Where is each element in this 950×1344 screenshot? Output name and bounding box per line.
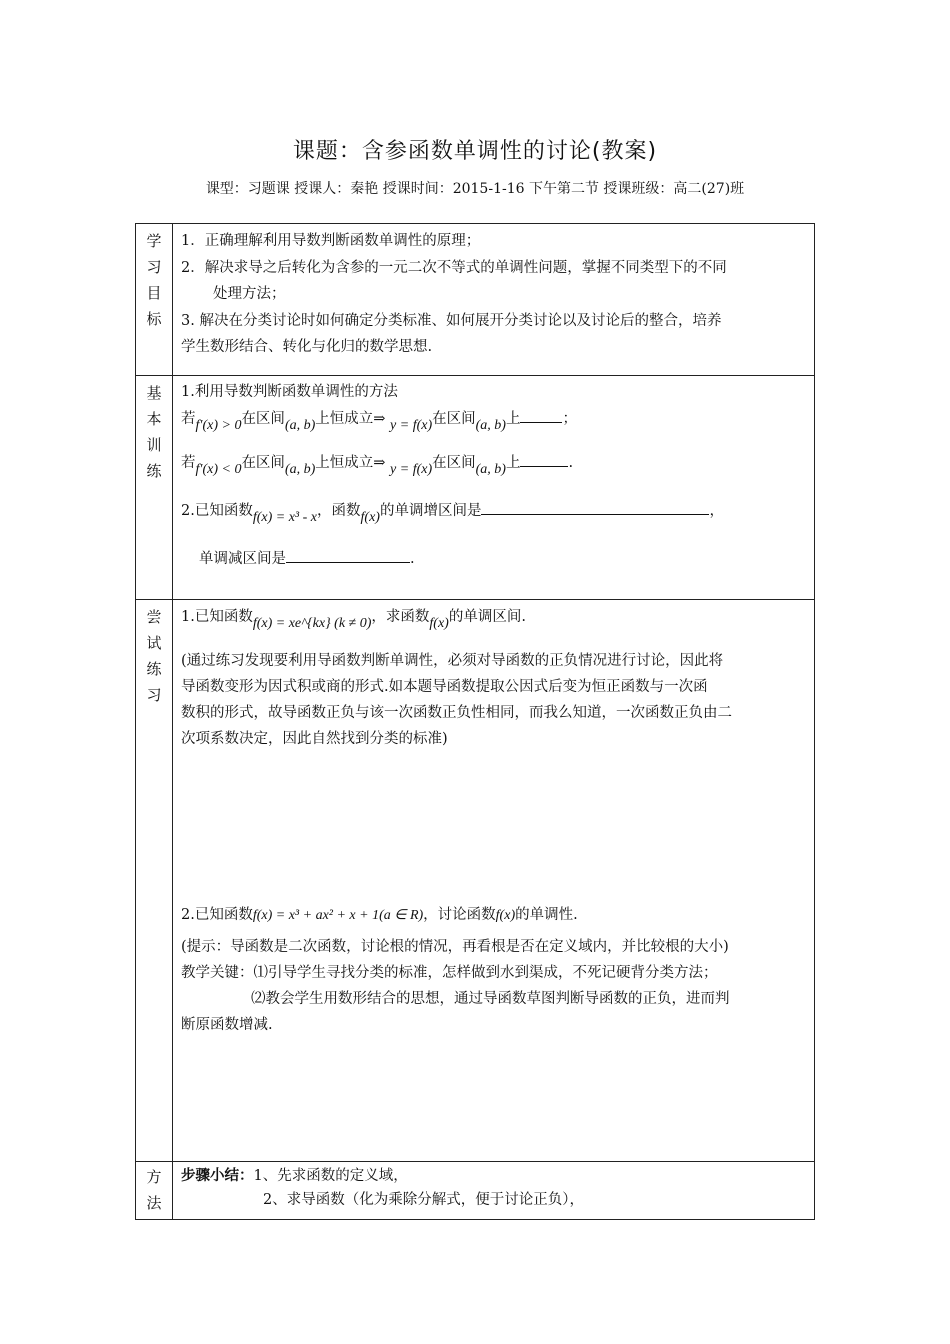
teaching-key-3: 断原函数增减.: [181, 1017, 273, 1033]
basic-label-char: 练: [146, 462, 162, 480]
basic-content-cell: [173, 376, 815, 600]
method-label-char: 法: [146, 1194, 162, 1212]
practice-q2-line: [181, 902, 806, 934]
p1-prefix: 1.已知函数: [181, 609, 253, 625]
semicolon: ；: [562, 411, 577, 427]
practice-label-char: 习: [146, 686, 162, 704]
basic-q2-line: [181, 494, 806, 544]
page-subtitle: 课型：习题课 授课人：秦艳 授课时间：2015-1-16 下午第二节 授课班级：高二(27)班: [205, 181, 745, 197]
y-eq-math: y = f(x): [390, 462, 433, 477]
p2-mid: ，讨论函数: [423, 907, 496, 923]
q2-dec-label: 单调减区间是: [199, 551, 286, 567]
if-text: 若: [181, 455, 196, 471]
practice-label-char: 练: [146, 660, 162, 678]
interval-math: (a, b): [284, 462, 316, 477]
method-label-char: 方: [146, 1168, 162, 1186]
objectives-label-char: 学: [146, 232, 162, 250]
practice-label-cell: [136, 600, 173, 1162]
objectives-label-char: 习: [146, 258, 162, 276]
objective-line-2: 2．解决求导之后转化为含参的一元二次不等式的单调性问题，掌握不同类型下的不同: [181, 259, 727, 276]
p2-fx-math: f(x): [495, 908, 516, 923]
objective-line-1: 1．正确理解利用导数判断函数单调性的原理；: [181, 233, 481, 249]
p1-mid: ，求函数: [371, 609, 430, 625]
practice-label-char: 尝: [146, 608, 162, 626]
interval-math: (a, b): [475, 418, 506, 433]
in-interval-text: 在区间: [241, 455, 285, 471]
objective-line-4: 3. 解决在分类讨论时如何确定分类标准、如何展开分类讨论以及讨论后的整合，培养: [181, 312, 722, 329]
objective-line-5: 学生数形结合、转化与化归的数学思想.: [181, 339, 433, 355]
method-row: [136, 1162, 815, 1220]
q2-comma: ，: [709, 503, 724, 519]
p1-func-math: f(x) = xe^{kx} (k ≠ 0): [252, 616, 372, 631]
p2-prefix: 2.已知函数: [181, 907, 253, 923]
basic-label-char: 本: [146, 410, 162, 428]
objectives-label-char: 目: [146, 284, 162, 302]
practice-q1-line: [181, 604, 806, 648]
p1-suffix: 的单调区间.: [448, 609, 526, 625]
method-step-1: 1、先求函数的定义域，: [253, 1168, 408, 1184]
period: .: [568, 455, 574, 471]
if-text: 若: [181, 411, 196, 427]
page-title: 课题：含参函数单调性的讨论(教案): [292, 139, 658, 164]
working-space: [181, 752, 806, 902]
q2-suffix: 的单调增区间是: [379, 503, 482, 519]
steps-title: 步骤小结：: [181, 1168, 254, 1184]
increase-interval-blank[interactable]: [481, 496, 709, 515]
method-step-2: 2、求导函数（化为乘除分解式，便于讨论正负），: [263, 1192, 584, 1208]
basic-label-cell: [136, 376, 173, 600]
cond-neg-math: f′(x) < 0: [195, 462, 242, 477]
practice-note-line-1: (通过练习发现要利用导函数判断单调性，必须对导函数的正负情况进行讨论，因此将: [181, 653, 724, 669]
q2-prefix: 2.已知函数: [181, 503, 253, 519]
always-holds-text: 上恒成立⇒: [315, 411, 386, 427]
basic-label-char: 训: [146, 436, 162, 454]
practice-note-line-3: 数积的形式，故导函数正负与该一次函数正负性相同，而我么知道，一次函数正负由二: [181, 705, 732, 721]
basic-label-char: 基: [146, 384, 162, 402]
in-interval-text: 在区间: [241, 411, 285, 427]
practice-content-cell: [173, 600, 815, 1162]
basic-q2-dec-line: [181, 544, 806, 571]
decrease-interval-blank[interactable]: [286, 544, 410, 563]
on-text: 上: [505, 411, 521, 427]
practice-hint: (提示：导函数是二次函数，讨论根的情况，再看根是否在定义域内，并比较根的大小): [181, 939, 729, 955]
interval-math: (a, b): [475, 462, 506, 477]
objective-line-3: 处理方法；: [213, 286, 286, 302]
practice-note-line-4: 次项系数决定，因此自然找到分类的标准): [181, 731, 448, 747]
objectives-label-cell: [136, 224, 173, 376]
q2-end: .: [410, 551, 415, 567]
practice-note-line-2: 导函数变形为因式积或商的形式.如本题导函数提取公因式后变为恒正函数与一次函: [181, 679, 708, 695]
practice-row: [136, 600, 815, 1162]
on-text: 上: [505, 455, 521, 471]
p2-func-math: f(x) = x³ + ax² + x + 1(a ∈ R): [252, 908, 424, 923]
objectives-row: [136, 224, 815, 376]
p1-fx-math: f(x): [429, 616, 449, 631]
objectives-content-cell: [173, 224, 815, 376]
basic-q1-title: 1.利用导数判断函数单调性的方法: [181, 384, 398, 400]
method-step-1-line: [181, 1164, 806, 1188]
q2-func-math: f(x) = x³ - x: [252, 510, 318, 525]
teaching-key-2: ⑵教会学生用数形结合的思想，通过导函数草图判断导函数的正负，进而判: [251, 991, 730, 1007]
practice-label-char: 试: [146, 634, 162, 652]
basic-q1-line-pos: [181, 404, 806, 448]
teaching-key-1: 教学关键：⑴引导学生寻找分类的标准，怎样做到水到渠成，不死记硬背分类方法；: [181, 965, 718, 981]
answer-blank[interactable]: [520, 404, 562, 423]
answer-blank[interactable]: [520, 448, 568, 467]
in-interval-text: 在区间: [432, 411, 476, 427]
method-label-cell: [136, 1162, 173, 1220]
interval-math: (a, b): [284, 418, 316, 433]
always-holds-text: 上恒成立⇒: [315, 455, 386, 471]
in-interval-text: 在区间: [432, 455, 476, 471]
y-eq-math: y = f(x): [390, 418, 433, 433]
q2-mid: ，函数: [317, 503, 361, 519]
basic-q1-line-neg: [181, 448, 806, 494]
p2-suffix: 的单调性.: [515, 907, 578, 923]
basic-row: [136, 376, 815, 600]
lesson-table: [135, 223, 815, 1220]
q2-fx-math: f(x): [360, 510, 380, 525]
objectives-label-char: 标: [146, 310, 162, 328]
cond-pos-math: f′(x) > 0: [195, 418, 242, 433]
method-content-cell: [173, 1162, 815, 1220]
